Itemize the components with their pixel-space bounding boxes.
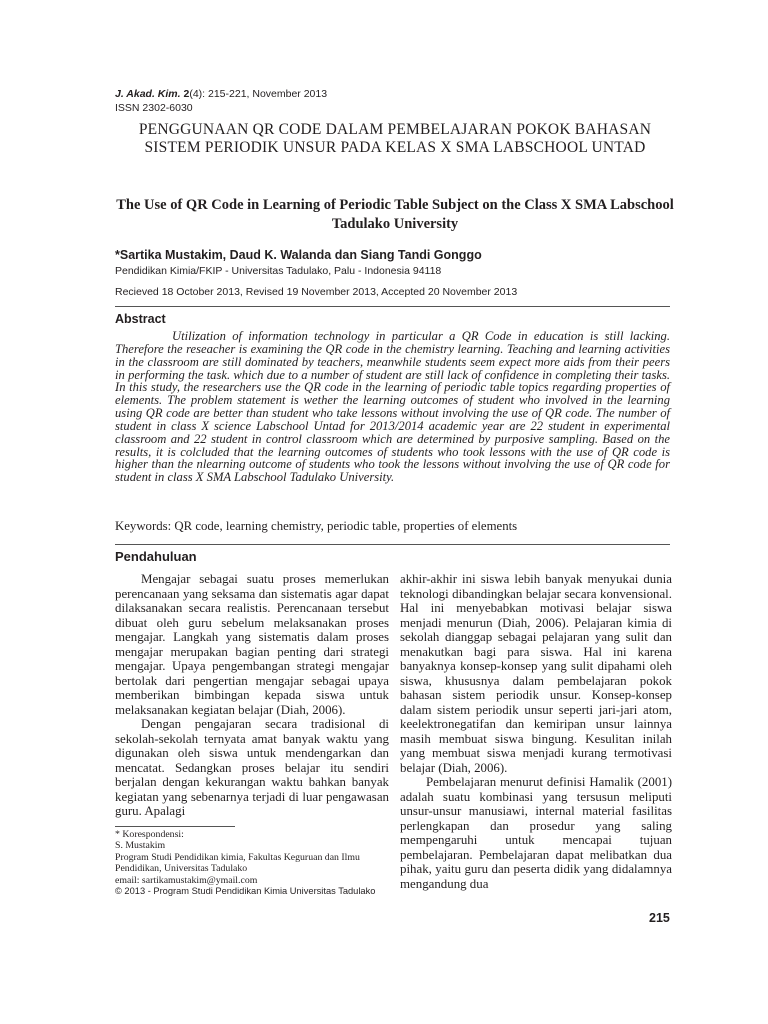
affiliation: Pendidikan Kimia/FKIP - Universitas Tadulako, Palu - Indonesia 94118 xyxy=(115,265,442,277)
divider-top xyxy=(115,306,670,307)
divider-middle xyxy=(115,544,670,545)
title-english: The Use of QR Code in Learning of Periodic Table Subject on the Class X SMA Labschool Tadulako University xyxy=(116,197,674,232)
abstract-text: Utilization of information technology in particular a QR Code in education is still lacking. Therefore the reseacher is examining the QR code in the chemistry learning. Teaching and learning activities in the classroom are still dominated by teachers, meanwhile students seem expect more aids from their peers in performing the task. which due to a number of student are still lack of confidence in completing their tasks. In this study, the researchers use the QR code in the learning of periodic table topics regarding properties of elements. The problem statement is wether the learning outcomes of student who involved in the learning using QR code are better than student who take lessons without involving the use of QR code. The number of student in class X science Labschool Untad for 2013/2014 academic year are 22 student in experimental classroom and 22 student in control classroom which are determined by purposive sampling. Based on the results, it is colcluded that the learning outcomes of students who took lessons with the use of QR code is higher than the nlearning outcome of students who took the lessons without involving the use of QR code for student in class X SMA Labschool Tadulako University. xyxy=(115,329,670,485)
journal-issue-pages: (4): 215-221, November 2013 xyxy=(189,88,328,100)
footnote-copyright: © 2013 - Program Studi Pendidikan Kimia Universitas Tadulako xyxy=(115,886,376,897)
title-indonesian: PENGGUNAAN QR CODE DALAM PEMBELAJARAN POKOK BAHASAN SISTEM PERIODIK UNSUR PADA KELAS X SMA LABSCHOOL UNTAD xyxy=(138,121,652,156)
page-number: 215 xyxy=(649,911,670,925)
section-heading-pendahuluan: Pendahuluan xyxy=(115,549,197,564)
footnote xyxy=(115,829,395,897)
body-column-right xyxy=(400,572,672,891)
authors: *Sartika Mustakim, Daud K. Walanda dan Siang Tandi Gonggo xyxy=(115,248,482,262)
footnote-author: S. Mustakim xyxy=(115,840,166,852)
article-dates: Recieved 18 October 2013, Revised 19 November 2013, Accepted 20 November 2013 xyxy=(115,286,518,298)
paragraph: Mengajar sebagai suatu proses memerlukan perencanaan yang seksama dan sistematis agar dapat dilaksanakan secara realistis. Perencanaan tersebut dibuat oleh guru sebelum melaksanakan proses mengajar. Langkah yang sistematis dalam proses mengajar merupakan bagian penting dari strategi mengajar. Upaya pengembangan strategi mengajar bertolak dari pengertian mengajar sebagai upaya memberikan bimbingan kepada siswa untuk melaksanakan kegiatan belajar (Diah, 2006). xyxy=(115,572,389,717)
footnote-label: * Korespondensi: xyxy=(115,829,184,840)
footnote-email: email: sartikamustakim@ymail.com xyxy=(115,874,258,886)
paragraph: Dengan pengajaran secara tradisional di sekolah-sekolah ternyata amat banyak waktu yang digunakan oleh siswa untuk mendengarkan dan mencatat. Sedangkan proses belajar itu sendiri berjalan dengan kekurangan waktu bahkan banyak kegiatan yang sebenarnya terjadi di luar pengawasan guru. Apalagi xyxy=(115,717,389,818)
paragraph: Pembelajaran menurut definisi Hamalik (2001) adalah suatu kombinasi yang tersusun meliputi unsur-unsur manusiawi, internal material fasilitas perlengkapan dan prosedur yang saling mempengaruhi untuk mencapai tujuan pembelajaran. Pembelajaran dapat melibatkan dua pihak, yaitu guru dan peserta didik yang didalamnya mengandung dua xyxy=(400,775,672,891)
journal-issn: ISSN 2302-6030 xyxy=(115,102,193,114)
keywords: Keywords: QR code, learning chemistry, periodic table, properties of elements xyxy=(115,519,518,533)
footnote-affiliation: Program Studi Pendidikan kimia, Fakultas Keguruan dan Ilmu Pendidikan, Universitas Tadulako xyxy=(115,851,360,875)
journal-citation xyxy=(115,87,327,115)
footnote-rule xyxy=(115,826,235,827)
paragraph: akhir-akhir ini siswa lebih banyak menyukai dunia teknologi dibandingkan belajar secara konvensional. Hal ini menyebabkan motivasi belajar siswa menjadi menurun (Diah, 2006). Pelajaran kimia di sekolah dianggap sebagai pelajaran yang sulit dan menakutkan bagi para siswa. Hal ini karena banyaknya konsep-konsep yang sulit dipahami oleh siswa, khususnya dalam pembelajaran pokok bahasan sistem periodik unsur. Konsep-konsep dalam sistem periodik unsur seperti jari-jari atom, keelektronegatifan dan kemiripan unsur lainnya masih membuat siswa bingung. Kesulitan inilah yang membuat siswa menjadi kurang termotivasi belajar (Diah, 2006). xyxy=(400,572,672,775)
journal-volume: 2 xyxy=(183,88,190,100)
abstract-heading: Abstract xyxy=(115,312,166,326)
body-column-left xyxy=(115,572,389,819)
journal-name: J. Akad. Kim. xyxy=(115,88,181,100)
